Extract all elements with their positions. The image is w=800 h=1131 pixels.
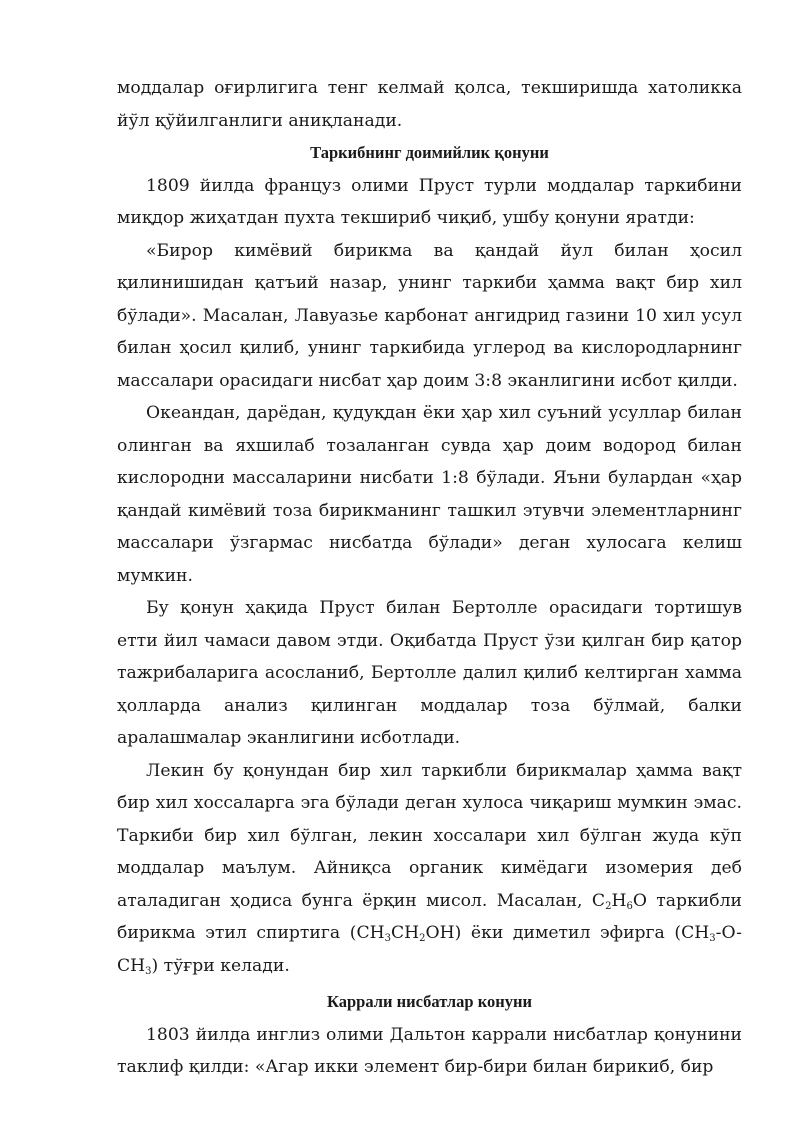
section-heading-composition-law: Таркибнинг доимийлик қонуни [310,143,549,162]
section-heading-multiple-proportions: Каррали нисбатлар конуни [326,992,533,1011]
document-page [117,72,742,1084]
formula-c2h6o: $C_2H_6O$ [591,890,647,912]
isomerism-text-mid1: таркибли бирикма этил спиртига ( [117,890,742,943]
paragraph-continuation: моддалар оғирлигига тенг келмай қолса, текширишда хатоликка йўл қўйилганлиги аниқланади. [117,78,742,131]
paragraph-isomerism [117,755,742,983]
paragraph-proust-intro: 1809 йилда француз олими Пруст турли моддалар таркибини миқдор жиҳатдан пухта текшириб чиқиб, ушбу қонуни яратди: [117,175,742,228]
paragraph-proust-berthollet: Бу қонун ҳақида Пруст билан Бертолле орасидаги тортишув етти йил чамаси давом этди. Оқибатда Пруст ўзи қилган бир қатор тажрибаларига асосланиб, Бертолле далил қилиб келтирган хамма ҳолларда анализ қилинган моддалар тоза бўлмай, балки аралашмалар эканлигини исботлади. [117,598,742,748]
isomerism-text-end: ) тўғри келади. [151,955,290,976]
paragraph-water-example: Океандан, дарёдан, қудуқдан ёки ҳар хил суъний усуллар билан олинган ва яхшилаб тозаланган сувда ҳар доим водород билан кислородни массаларини нисбати 1:8 бўлади. Яъни булардан «ҳар қандай кимёвий тоза бирикманинг ташкил этувчи элементларнинг массалари ўзгармас нисбатда бўлади» деган хулосага келиш мумкин. [117,403,742,586]
paragraph-law-statement: «Бирор кимёвий бирикма ва қандай йул билан ҳосил қилинишидан қатъий назар, унинг таркиби ҳамма вақт бир хил бўлади». Масалан, Лавуазье карбонат ангидрид газини 10 хил усул билан ҳосил қилиб, унинг таркибида углерод ва кислородларнинг массалари орасидаги нисбат ҳар доим 3:8 эканлигини исбот қилди. [117,240,742,391]
isomerism-text-start: Лекин бу қонундан бир хил таркибли бирикмалар ҳамма вақт бир хил хоссаларга эга бўлади деган хулоса чиқариш мумкин эмас. Таркиби бир хил бўлган, лекин хоссалари хил бўлган жуда кўп моддалар маълум. Айниқса органик кимёдаги изомерия деб аталадиган ҳодиса бунга ёрқин мисол. Масалан, [117,760,742,911]
formula-dimethyl-ether: $CH_3-O-CH_3$ [117,923,742,977]
formula-ethanol: $CH_3CH_2OH$ [356,923,455,944]
paragraph-dalton: 1803 йилда инглиз олими Дальтон каррали нисбатлар қонунини таклиф қилди: «Агар икки элемент бир-бири билан бирикиб, бир [117,1024,742,1077]
isomerism-text-mid2: ) ёки диметил эфирга ( [454,923,682,943]
